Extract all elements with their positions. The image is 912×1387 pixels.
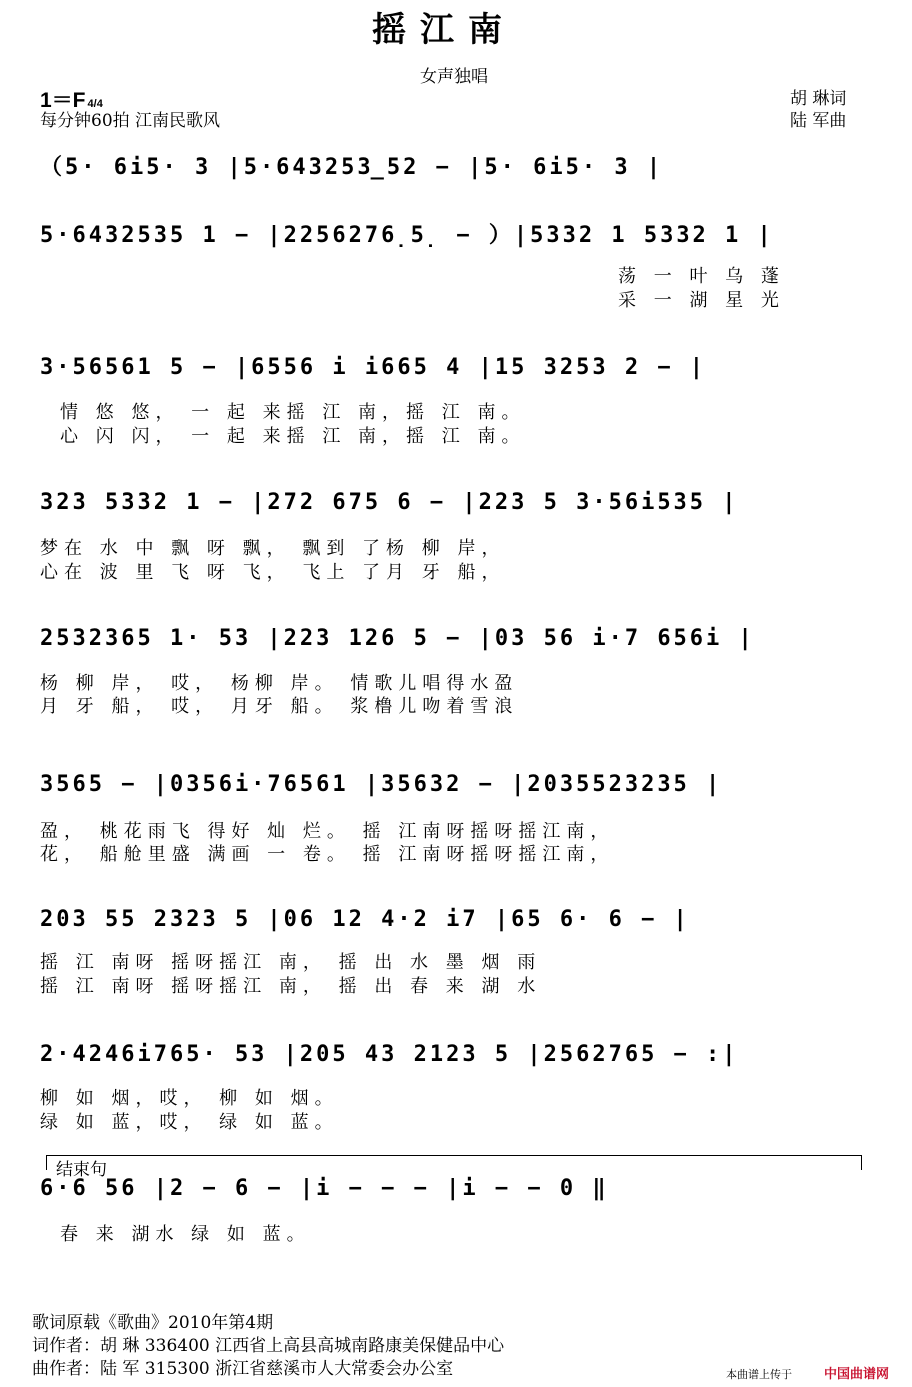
subtitle: 女声独唱 [420,67,488,87]
ending-label: 结束句 [56,1160,107,1180]
stave-2-notes: 5·6432535 1 − |2256276̣5̣ − ）|5332 1 5332 1 | [40,223,774,248]
stave-8-lyric-2: 绿 如 蓝，哎， 绿 如 蓝。 [40,1112,339,1133]
footnote-source: 歌词原载《歌曲》2010年第4期 [32,1313,274,1333]
stave-1-notes: （5· 6i5· 3 |5·643253̲52 − |5· 6i5· 3 | [40,155,664,180]
stave-8-lyric-1: 柳 如 烟，哎， 柳 如 烟。 [40,1088,339,1109]
stave-5-lyric-1: 杨 柳 岸， 哎， 杨柳 岸。 情歌儿唱得水盈 [40,673,519,694]
tempo-marking: 每分钟60拍 江南民歌风 [40,111,221,131]
stave-4-lyric-1: 梦在 水 中 飘 呀 飘， 飘到 了杨 柳 岸， [40,538,506,559]
stave-9-notes: 6·6 56 |2 − 6 − |i − − − |i − − 0 ‖ [40,1176,609,1201]
composer-credit: 陆 军曲 [790,111,847,131]
stave-3-notes: 3·56561 5 − |6556 i i665 4 |15 3253 2 − | [40,355,707,380]
ending-bracket [46,1155,862,1170]
stave-5-notes: 2532365 1· 53 |223 126 5 − |03 56 i·7 656i | [40,626,755,651]
time-signature: 4/4 [87,98,103,110]
footnote-lyricist: 词作者：胡 琳 336400 江西省上高县高城南路康美保健品中心 [32,1336,505,1356]
stave-2-lyric-1: 荡 一 叶 乌 蓬 [618,266,785,287]
stave-2-lyric-2: 采 一 湖 星 光 [618,290,785,311]
page-title: 摇江南 [372,10,516,50]
stave-6-lyric-2: 花， 船舱里盛 满画 一 卷。 摇 江南呀摇呀摇江南， [40,844,615,865]
stave-3-lyric-1: 情 悠 悠， 一 起 来摇 江 南，摇 江 南。 [60,402,526,423]
stave-5-lyric-2: 月 牙 船， 哎， 月牙 船。 浆橹儿吻着雪浪 [40,696,519,717]
stave-6-notes: 3565 − |0356i·76561 |35632 − |2035523235 | [40,772,723,797]
site-logo: 中国曲谱网 [824,1366,890,1381]
stave-7-notes: 203 55 2323 5 |06 12 4·2 i7 |65 6· 6 − | [40,907,690,932]
stave-4-lyric-2: 心在 波 里 飞 呀 飞， 飞上 了月 牙 船， [40,562,506,583]
stave-4-notes: 323 5332 1 − |272 675 6 − |223 5 3·56i535 | [40,490,739,515]
lyricist-credit: 胡 琳词 [790,89,847,109]
stave-8-notes: 2·4246i765· 53 |205 43 2123 5 |2562765 − :| [40,1042,739,1067]
stave-9-lyric-1: 春 来 湖水 绿 如 蓝。 [60,1224,311,1245]
watermark-text: 本曲谱上传于 [726,1369,792,1381]
key-label: 1＝F [40,89,86,112]
stave-7-lyric-2: 摇 江 南呀 摇呀摇江 南， 摇 出 春 来 湖 水 [40,976,542,997]
footnote-composer: 曲作者：陆 军 315300 浙江省慈溪市人大常委会办公室 [32,1359,454,1379]
stave-3-lyric-2: 心 闪 闪， 一 起 来摇 江 南，摇 江 南。 [60,426,526,447]
stave-7-lyric-1: 摇 江 南呀 摇呀摇江 南， 摇 出 水 墨 烟 雨 [40,952,542,973]
stave-6-lyric-1: 盈， 桃花雨飞 得好 灿 烂。 摇 江南呀摇呀摇江南， [40,821,615,842]
